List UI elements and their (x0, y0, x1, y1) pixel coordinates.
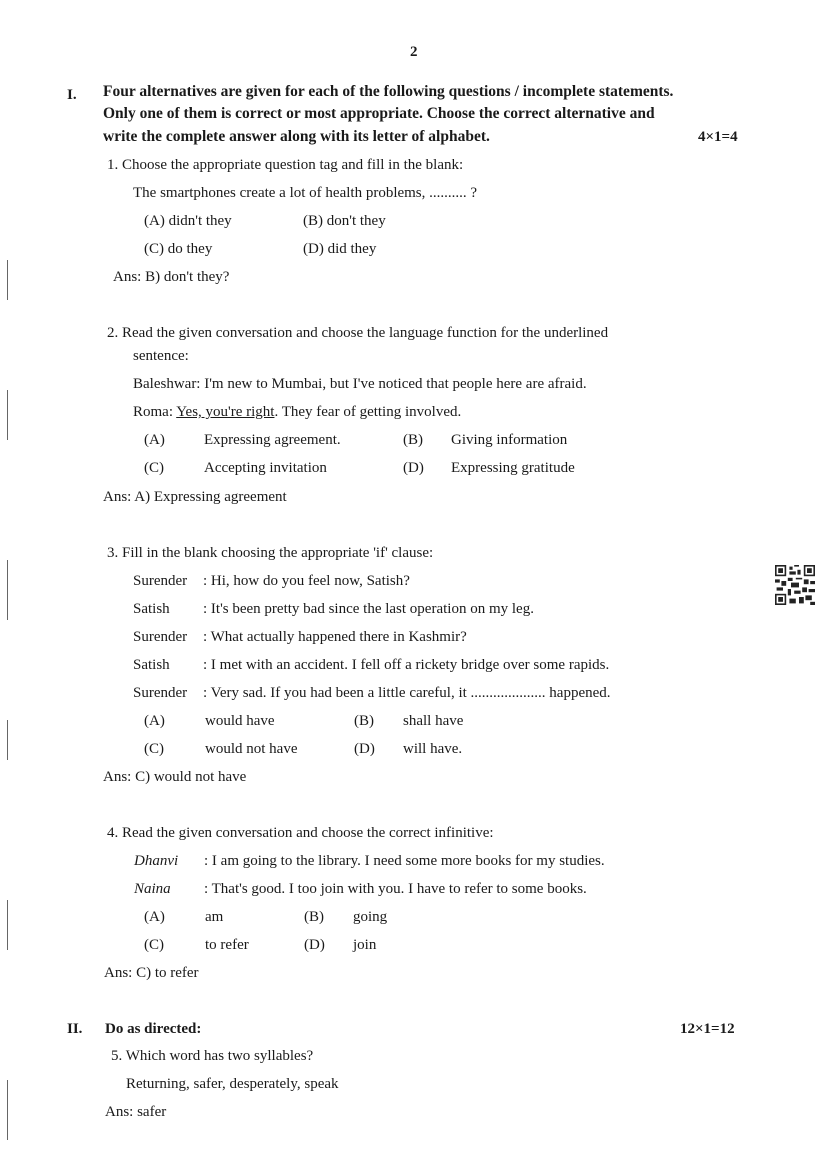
q4-line-2: : That's good. I too join with you. I have to refer to some books. (204, 881, 587, 897)
q1-option-d: (D) did they (303, 241, 377, 257)
q3-option-b-letter: (B) (354, 713, 374, 729)
q3-line-3: : What actually happened there in Kashmir? (203, 629, 467, 645)
q4-line-1: : I am going to the library. I need some more books for my studies. (204, 853, 605, 869)
section-2-marks: 12×1=12 (680, 1021, 735, 1037)
q1-option-b: (B) don't they (303, 213, 386, 229)
q2-option-d-letter: (D) (403, 460, 424, 476)
q5-answer: Ans: safer (105, 1104, 167, 1120)
q4-option-a-text: am (205, 909, 224, 925)
page-number: 2 (410, 44, 418, 60)
section-1-marks: 4×1=4 (698, 129, 738, 145)
q3-line-4: : I met with an accident. I fell off a rickety bridge over some rapids. (203, 657, 610, 673)
q4-option-d-text: join (353, 937, 377, 953)
q3-answer: Ans: C) would not have (103, 769, 247, 785)
q2-option-a-letter: (A) (144, 432, 165, 448)
q3-option-d-letter: (D) (354, 741, 375, 757)
scan-edge-mark (7, 260, 8, 300)
q2-option-b-text: Giving information (451, 432, 568, 448)
q3-question: 3. Fill in the blank choosing the appropriate 'if' clause: (107, 545, 434, 561)
q5-question: 5. Which word has two syllables? (111, 1048, 314, 1064)
q3-option-a-text: would have (205, 713, 275, 729)
q2-dialogue-line-1: Baleshwar: I'm new to Mumbai, but I've noticed that people here are afraid. (133, 376, 587, 392)
q1-answer: Ans: B) don't they? (113, 269, 230, 285)
scan-edge-mark (7, 1080, 8, 1140)
section-1-numeral: I. (67, 87, 77, 103)
q2-answer: Ans: A) Expressing agreement (103, 489, 287, 505)
q3-option-d-text: will have. (403, 741, 463, 757)
q4-option-b-text: going (353, 909, 388, 925)
scan-edge-mark (7, 720, 8, 760)
section-2-title: Do as directed: (105, 1021, 202, 1037)
q2-option-b-letter: (B) (403, 432, 423, 448)
q2-line-2-rest: . They fear of getting involved. (274, 404, 462, 420)
q2-underlined-sentence: Yes, you're right (176, 404, 275, 420)
q4-speaker-dhanvi: Dhanvi (134, 853, 179, 869)
q4-answer: Ans: C) to refer (104, 965, 199, 981)
q5-words: Returning, safer, desperately, speak (126, 1076, 339, 1092)
q2-question-line-1: 2. Read the given conversation and choose the language function for the underlined (107, 325, 609, 341)
q3-speaker-4: Satish (133, 657, 170, 673)
q2-dialogue-line-2 (133, 403, 461, 421)
q3-speaker-5: Surender (133, 685, 188, 701)
q2-option-d-text: Expressing gratitude (451, 460, 575, 476)
q4-question: 4. Read the given conversation and choose the correct infinitive: (107, 825, 494, 841)
q3-option-a-letter: (A) (144, 713, 165, 729)
q1-question: 1. Choose the appropriate question tag and fill in the blank: (107, 157, 464, 173)
q1-sentence: The smartphones create a lot of health problems, .......... ? (133, 185, 478, 201)
q4-option-b-letter: (B) (304, 909, 324, 925)
q3-speaker-3: Surender (133, 629, 188, 645)
q3-option-b-text: shall have (403, 713, 464, 729)
q2-speaker-roma: Roma: (133, 404, 177, 420)
q3-line-1: : Hi, how do you feel now, Satish? (203, 573, 410, 589)
section-2-numeral: II. (67, 1021, 83, 1037)
scan-edge-mark (7, 560, 8, 620)
q2-option-c-letter: (C) (144, 460, 164, 476)
q3-line-5: : Very sad. If you had been a little careful, it .................... happened. (203, 685, 611, 701)
scan-edge-mark (7, 390, 8, 440)
q4-option-d-letter: (D) (304, 937, 325, 953)
q1-option-a: (A) didn't they (144, 213, 232, 229)
q2-option-a-text: Expressing agreement. (204, 432, 341, 448)
q3-option-c-text: would not have (205, 741, 298, 757)
q1-option-c: (C) do they (144, 241, 213, 257)
q4-option-c-letter: (C) (144, 937, 164, 953)
section-1-instruction-line-3: write the complete answer along with its letter of alphabet. (103, 128, 490, 145)
q4-speaker-naina: Naina (134, 881, 171, 897)
q3-speaker-1: Surender (133, 573, 188, 589)
q4-option-a-letter: (A) (144, 909, 165, 925)
qr-code-icon (775, 565, 815, 605)
q4-option-c-text: to refer (205, 937, 249, 953)
q2-option-c-text: Accepting invitation (204, 460, 327, 476)
q3-option-c-letter: (C) (144, 741, 164, 757)
q2-question-line-2: sentence: (133, 348, 189, 364)
section-1-instruction-line-2: Only one of them is correct or most appropriate. Choose the correct alternative and (103, 105, 655, 122)
q3-line-2: : It's been pretty bad since the last operation on my leg. (203, 601, 534, 617)
scan-edge-mark (7, 900, 8, 950)
q3-speaker-2: Satish (133, 601, 170, 617)
section-1-instruction-line-1: Four alternatives are given for each of the following questions / incomplete statements. (103, 83, 674, 100)
